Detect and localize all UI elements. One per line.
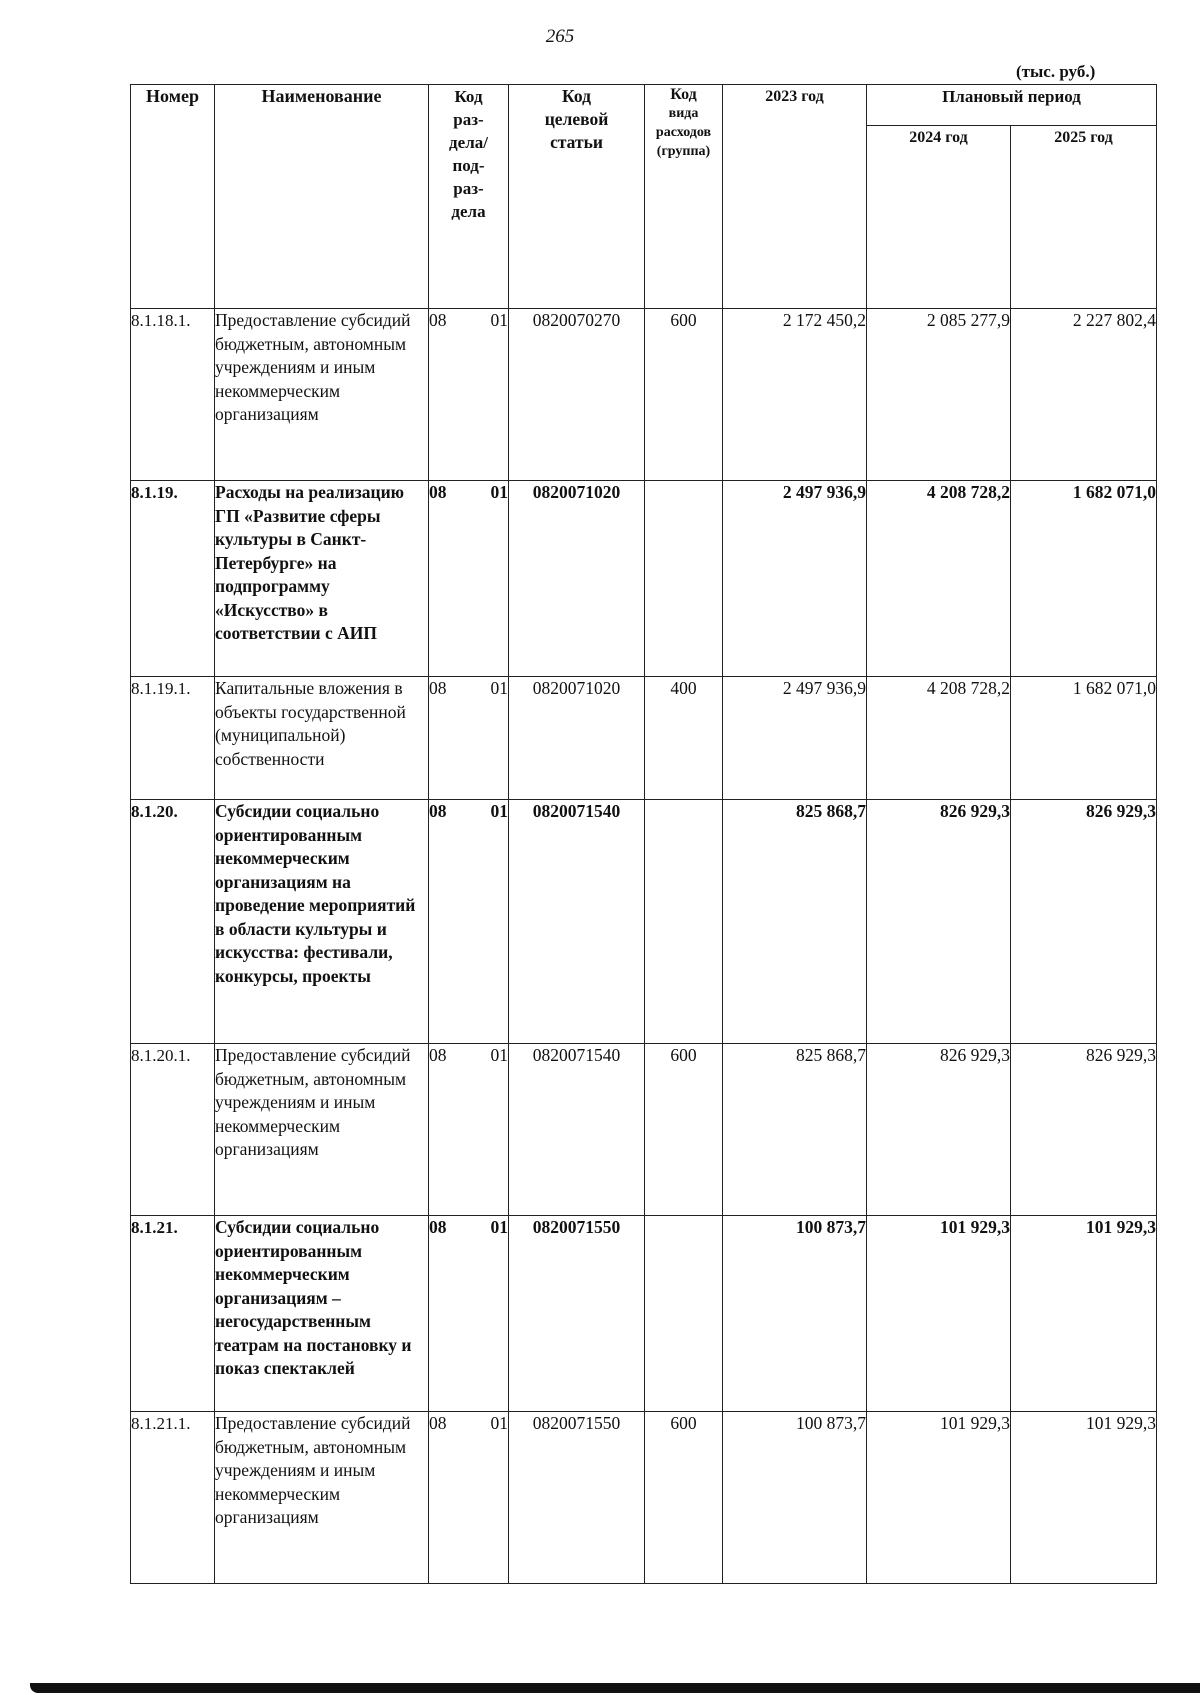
row-amount-2023: 2 497 936,9 <box>723 677 867 800</box>
row-target-code: 0820070270 <box>509 309 645 481</box>
row-razdel-code: 08 <box>429 678 447 698</box>
table-row <box>131 800 1157 1044</box>
header-2025: 2025 год <box>1011 126 1157 309</box>
row-razdel-code: 08 <box>429 801 447 821</box>
row-razdel-code: 08 <box>429 1413 447 1433</box>
header-vid <box>645 85 723 309</box>
page-footer-bar <box>30 1683 1200 1693</box>
row-number: 8.1.21.1. <box>131 1412 215 1584</box>
row-podrazdel-code: 01 <box>490 801 508 821</box>
row-name: Субсидии социально ориентированным некоммерческим организациям на проведение мероприятий в области культуры и искусства: фестивали, конкурсы, проекты <box>215 800 429 1044</box>
row-amount-2025: 2 227 802,4 <box>1011 309 1157 481</box>
row-podrazdel-code: 01 <box>490 1217 508 1237</box>
header-celevaya <box>509 85 645 309</box>
row-razdel-code: 08 <box>429 1217 447 1237</box>
header-vid-line: расходов <box>655 125 712 140</box>
header-vid-line: вида <box>668 106 699 121</box>
row-amount-2025: 101 929,3 <box>1011 1412 1157 1584</box>
table-row <box>131 309 1157 481</box>
row-amount-2025: 1 682 071,0 <box>1011 481 1157 677</box>
header-plan-period: Плановый период <box>867 85 1157 126</box>
row-amount-2025: 826 929,3 <box>1011 1044 1157 1216</box>
row-target-code: 0820071540 <box>509 1044 645 1216</box>
table-row <box>131 1412 1157 1584</box>
row-expense-type <box>645 1216 723 1412</box>
row-amount-2023: 2 497 936,9 <box>723 481 867 677</box>
row-expense-type: 600 <box>645 1412 723 1584</box>
row-podrazdel-code: 01 <box>490 482 508 502</box>
row-amount-2024: 2 085 277,9 <box>867 309 1011 481</box>
row-target-code: 0820071020 <box>509 481 645 677</box>
header-celevaya-line: целевой <box>544 109 609 129</box>
page-number: 265 <box>545 26 575 47</box>
header-vid-line: Код <box>670 86 697 103</box>
row-expense-type: 600 <box>645 309 723 481</box>
row-number: 8.1.20.1. <box>131 1044 215 1216</box>
row-razdel <box>429 309 509 481</box>
row-number: 8.1.19. <box>131 481 215 677</box>
header-razdel <box>429 85 509 309</box>
row-amount-2025: 826 929,3 <box>1011 800 1157 1044</box>
row-amount-2024: 4 208 728,2 <box>867 481 1011 677</box>
row-number: 8.1.20. <box>131 800 215 1044</box>
row-name: Предоставление субсидий бюджетным, автономным учреждениям и иным некоммерческим организациям <box>215 1412 429 1584</box>
row-razdel <box>429 1216 509 1412</box>
row-expense-type <box>645 800 723 1044</box>
budget-table <box>130 84 1157 1584</box>
table-row <box>131 1044 1157 1216</box>
header-vid-line: (группа) <box>656 144 711 159</box>
row-amount-2023: 100 873,7 <box>723 1216 867 1412</box>
row-podrazdel-code: 01 <box>490 678 508 698</box>
header-celevaya-line: Код <box>562 86 591 106</box>
row-podrazdel-code: 01 <box>490 310 508 330</box>
header-razdel-line: дела <box>451 202 486 221</box>
row-name: Предоставление субсидий бюджетным, автономным учреждениям и иным некоммерческим организациям <box>215 1044 429 1216</box>
header-2023: 2023 год <box>723 85 867 309</box>
row-razdel-code: 08 <box>429 1045 447 1065</box>
row-amount-2023: 100 873,7 <box>723 1412 867 1584</box>
table-row <box>131 481 1157 677</box>
row-target-code: 0820071550 <box>509 1412 645 1584</box>
row-podrazdel-code: 01 <box>490 1413 508 1433</box>
row-razdel-code: 08 <box>429 482 447 502</box>
row-number: 8.1.19.1. <box>131 677 215 800</box>
header-razdel-line: под- <box>452 156 485 175</box>
row-name: Предоставление субсидий бюджетным, автономным учреждениям и иным некоммерческим организациям <box>215 309 429 481</box>
row-expense-type: 600 <box>645 1044 723 1216</box>
table-row <box>131 677 1157 800</box>
row-amount-2023: 825 868,7 <box>723 1044 867 1216</box>
row-number: 8.1.18.1. <box>131 309 215 481</box>
row-razdel <box>429 1412 509 1584</box>
header-celevaya-line: статьи <box>550 132 603 152</box>
row-target-code: 0820071550 <box>509 1216 645 1412</box>
table-header <box>131 85 1157 309</box>
row-amount-2023: 825 868,7 <box>723 800 867 1044</box>
row-target-code: 0820071020 <box>509 677 645 800</box>
row-amount-2024: 826 929,3 <box>867 800 1011 1044</box>
row-razdel <box>429 481 509 677</box>
row-amount-2024: 101 929,3 <box>867 1412 1011 1584</box>
row-amount-2024: 4 208 728,2 <box>867 677 1011 800</box>
row-amount-2023: 2 172 450,2 <box>723 309 867 481</box>
row-razdel <box>429 677 509 800</box>
header-2024: 2024 год <box>867 126 1011 309</box>
row-expense-type <box>645 481 723 677</box>
table-body <box>131 309 1157 1584</box>
row-amount-2024: 826 929,3 <box>867 1044 1011 1216</box>
header-razdel-line: Код <box>454 87 483 106</box>
row-name: Расходы на реализацию ГП «Развитие сферы культуры в Санкт-Петербурге» на подпрограмму «Искусство» в соответствии с АИП <box>215 481 429 677</box>
header-name: Наименование <box>215 85 429 309</box>
table-row <box>131 1216 1157 1412</box>
unit-note: (тыс. руб.) <box>1016 62 1096 81</box>
header-razdel-line: раз- <box>453 179 484 198</box>
header-razdel-line: дела/ <box>449 133 488 152</box>
row-amount-2025: 101 929,3 <box>1011 1216 1157 1412</box>
row-expense-type: 400 <box>645 677 723 800</box>
row-number: 8.1.21. <box>131 1216 215 1412</box>
row-target-code: 0820071540 <box>509 800 645 1044</box>
row-razdel-code: 08 <box>429 310 447 330</box>
row-amount-2024: 101 929,3 <box>867 1216 1011 1412</box>
row-name: Капитальные вложения в объекты государственной (муниципальной) собственности <box>215 677 429 800</box>
row-razdel <box>429 800 509 1044</box>
row-amount-2025: 1 682 071,0 <box>1011 677 1157 800</box>
row-name: Субсидии социально ориентированным некоммерческим организациям – негосударственным театрам на постановку и показ спектаклей <box>215 1216 429 1412</box>
header-razdel-line: раз- <box>453 110 484 129</box>
row-podrazdel-code: 01 <box>490 1045 508 1065</box>
header-number: Номер <box>131 85 215 309</box>
row-razdel <box>429 1044 509 1216</box>
